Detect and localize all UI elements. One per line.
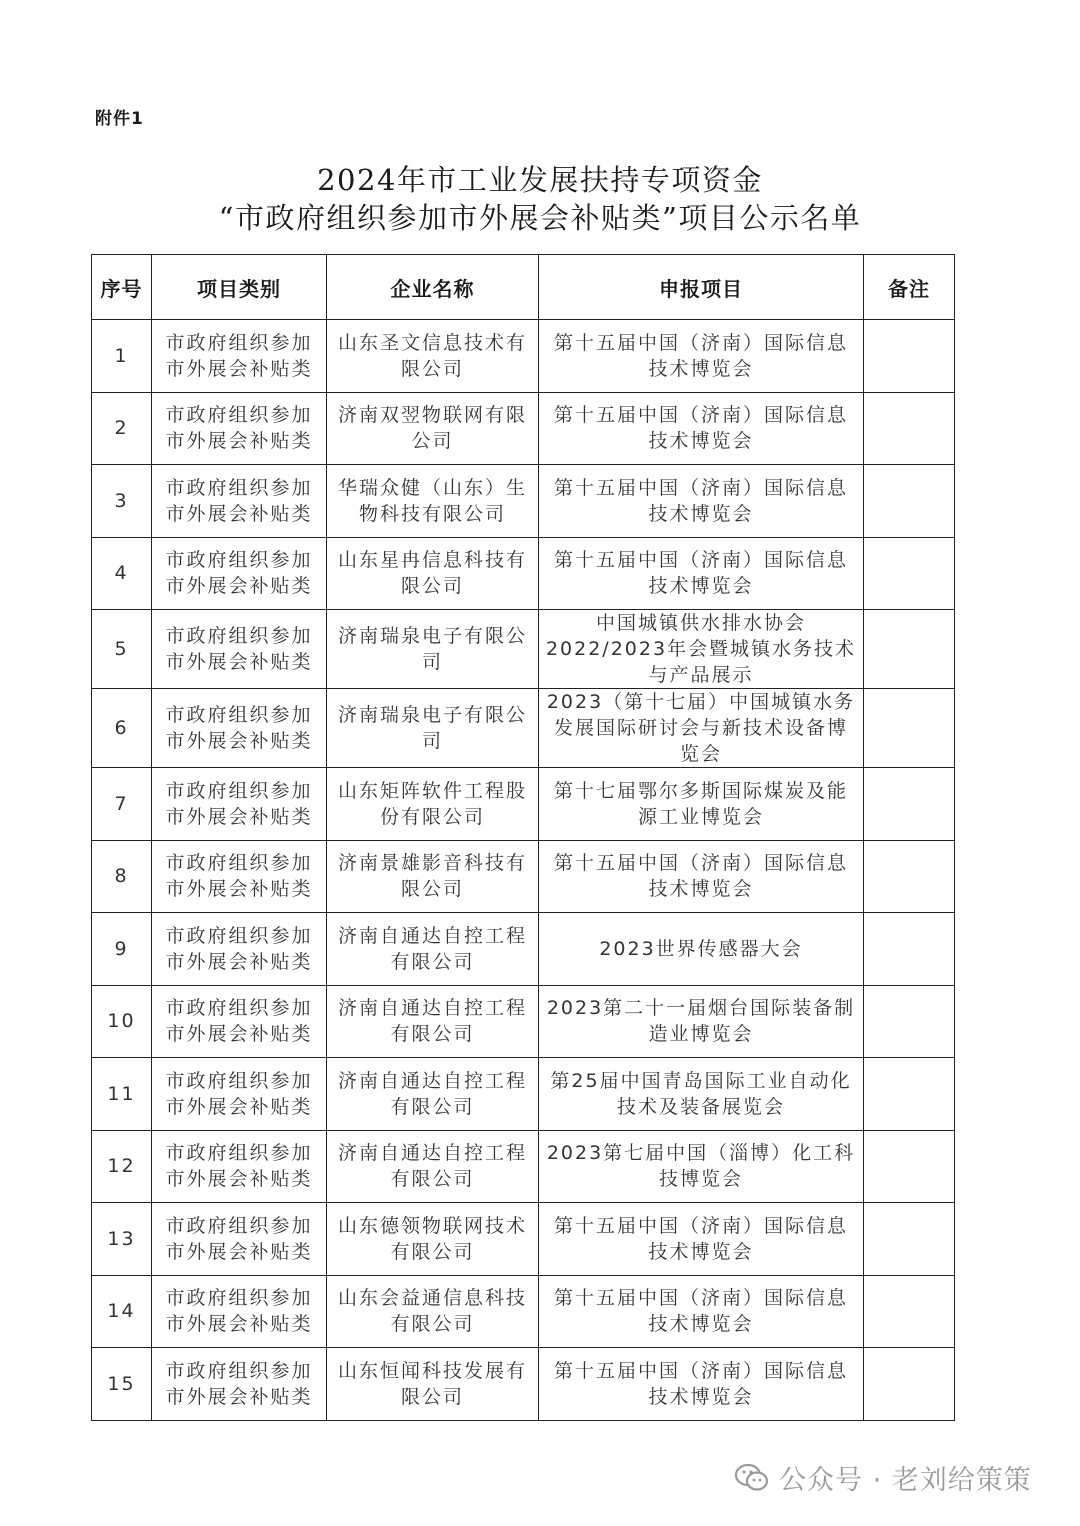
cell-note — [864, 913, 955, 986]
table-row — [92, 392, 955, 465]
cell-company: 济南瑞泉电子有限公司 — [327, 689, 539, 768]
cell-note — [864, 1130, 955, 1203]
cell-company: 山东圣文信息技术有限公司 — [327, 320, 539, 393]
header-seq: 序号 — [92, 255, 152, 320]
table-row — [92, 689, 955, 768]
cell-project: 第十五届中国（济南）国际信息技术博览会 — [539, 840, 864, 913]
cell-note — [864, 1203, 955, 1276]
header-company: 企业名称 — [327, 255, 539, 320]
table-row — [92, 840, 955, 913]
cell-category: 市政府组织参加市外展会补贴类 — [152, 985, 327, 1058]
header-project: 申报项目 — [539, 255, 864, 320]
cell-category: 市政府组织参加市外展会补贴类 — [152, 320, 327, 393]
cell-project: 2023第二十一届烟台国际装备制造业博览会 — [539, 985, 864, 1058]
watermark-text: 公众号 · 老刘给策策 — [779, 1465, 1032, 1496]
cell-seq: 10 — [92, 985, 152, 1058]
roster-table — [91, 254, 955, 1421]
cell-company: 济南自通达自控工程有限公司 — [327, 913, 539, 986]
cell-company: 山东星冉信息科技有限公司 — [327, 537, 539, 610]
cell-company: 山东矩阵软件工程股份有限公司 — [327, 768, 539, 841]
table-row — [92, 985, 955, 1058]
cell-company: 济南景雄影音科技有限公司 — [327, 840, 539, 913]
header-category: 项目类别 — [152, 255, 327, 320]
cell-category: 市政府组织参加市外展会补贴类 — [152, 537, 327, 610]
cell-category: 市政府组织参加市外展会补贴类 — [152, 1058, 327, 1131]
cell-note — [864, 1058, 955, 1131]
table-row — [92, 1348, 955, 1421]
cell-company: 济南瑞泉电子有限公司 — [327, 610, 539, 689]
cell-project: 第十七届鄂尔多斯国际煤炭及能源工业博览会 — [539, 768, 864, 841]
cell-seq: 15 — [92, 1348, 152, 1421]
cell-company: 山东德领物联网技术有限公司 — [327, 1203, 539, 1276]
cell-company: 济南双翌物联网有限公司 — [327, 392, 539, 465]
document-title-line1: 2024年市工业发展扶持专项资金 — [317, 163, 763, 197]
cell-seq: 12 — [92, 1130, 152, 1203]
cell-note — [864, 392, 955, 465]
cell-category: 市政府组织参加市外展会补贴类 — [152, 610, 327, 689]
table-row — [92, 465, 955, 538]
cell-company: 山东恒闻科技发展有限公司 — [327, 1348, 539, 1421]
cell-seq: 11 — [92, 1058, 152, 1131]
cell-category: 市政府组织参加市外展会补贴类 — [152, 768, 327, 841]
cell-seq: 5 — [92, 610, 152, 689]
watermark — [735, 1458, 1032, 1497]
table-row — [92, 1275, 955, 1348]
cell-category: 市政府组织参加市外展会补贴类 — [152, 1130, 327, 1203]
cell-project: 第十五届中国（济南）国际信息技术博览会 — [539, 537, 864, 610]
table-row — [92, 913, 955, 986]
cell-category: 市政府组织参加市外展会补贴类 — [152, 1275, 327, 1348]
cell-category: 市政府组织参加市外展会补贴类 — [152, 465, 327, 538]
cell-seq: 9 — [92, 913, 152, 986]
cell-note — [864, 610, 955, 689]
cell-project: 第十五届中国（济南）国际信息技术博览会 — [539, 392, 864, 465]
cell-company: 济南自通达自控工程有限公司 — [327, 1130, 539, 1203]
cell-seq: 6 — [92, 689, 152, 768]
cell-company: 华瑞众健（山东）生物科技有限公司 — [327, 465, 539, 538]
table-row — [92, 537, 955, 610]
table-header-row — [92, 255, 955, 320]
wechat-icon — [735, 1463, 769, 1493]
cell-company: 济南自通达自控工程有限公司 — [327, 1058, 539, 1131]
cell-seq: 8 — [92, 840, 152, 913]
cell-note — [864, 985, 955, 1058]
table-row — [92, 610, 955, 689]
cell-category: 市政府组织参加市外展会补贴类 — [152, 840, 327, 913]
cell-seq: 4 — [92, 537, 152, 610]
cell-note — [864, 689, 955, 768]
cell-note — [864, 537, 955, 610]
cell-category: 市政府组织参加市外展会补贴类 — [152, 1203, 327, 1276]
cell-seq: 14 — [92, 1275, 152, 1348]
cell-note — [864, 768, 955, 841]
cell-note — [864, 465, 955, 538]
cell-seq: 13 — [92, 1203, 152, 1276]
cell-note — [864, 840, 955, 913]
cell-project: 第25届中国青岛国际工业自动化技术及装备展览会 — [539, 1058, 864, 1131]
cell-project: 第十五届中国（济南）国际信息技术博览会 — [539, 1275, 864, 1348]
table-row — [92, 1203, 955, 1276]
attachment-label: 附件1 — [95, 109, 144, 129]
cell-project: 中国城镇供水排水协会2022/2023年会暨城镇水务技术与产品展示 — [539, 610, 864, 689]
cell-category: 市政府组织参加市外展会补贴类 — [152, 913, 327, 986]
header-note: 备注 — [864, 255, 955, 320]
table-row — [92, 1058, 955, 1131]
cell-note — [864, 1275, 955, 1348]
cell-project: 2023（第十七届）中国城镇水务发展国际研讨会与新技术设备博览会 — [539, 689, 864, 768]
cell-project: 2023第七届中国（淄博）化工科技博览会 — [539, 1130, 864, 1203]
cell-project: 2023世界传感器大会 — [539, 913, 864, 986]
cell-project: 第十五届中国（济南）国际信息技术博览会 — [539, 320, 864, 393]
table-row — [92, 1130, 955, 1203]
cell-seq: 2 — [92, 392, 152, 465]
cell-note — [864, 1348, 955, 1421]
cell-seq: 3 — [92, 465, 152, 538]
cell-seq: 1 — [92, 320, 152, 393]
table-row — [92, 768, 955, 841]
table-row — [92, 320, 955, 393]
cell-project: 第十五届中国（济南）国际信息技术博览会 — [539, 465, 864, 538]
table-body — [92, 320, 955, 1421]
cell-category: 市政府组织参加市外展会补贴类 — [152, 392, 327, 465]
cell-seq: 7 — [92, 768, 152, 841]
cell-project: 第十五届中国（济南）国际信息技术博览会 — [539, 1348, 864, 1421]
cell-project: 第十五届中国（济南）国际信息技术博览会 — [539, 1203, 864, 1276]
cell-category: 市政府组织参加市外展会补贴类 — [152, 1348, 327, 1421]
cell-category: 市政府组织参加市外展会补贴类 — [152, 689, 327, 768]
cell-company: 山东会益通信息科技有限公司 — [327, 1275, 539, 1348]
cell-note — [864, 320, 955, 393]
document-title-line2: “市政府组织参加市外展会补贴类”项目公示名单 — [218, 201, 862, 235]
cell-company: 济南自通达自控工程有限公司 — [327, 985, 539, 1058]
